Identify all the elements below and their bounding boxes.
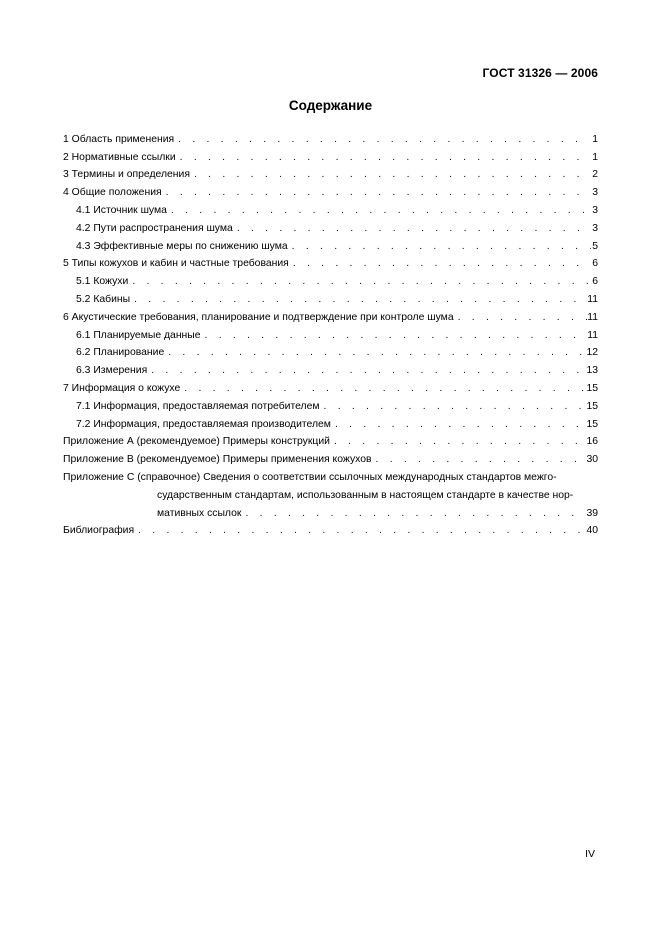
toc-entry-page: 15 [586, 382, 598, 394]
toc-title: Содержание [288, 98, 373, 113]
toc-entry-label: 4.3 Эффективные меры по снижению шума [76, 240, 292, 254]
toc-entry-label: 6.1 Планируемые данные [76, 329, 205, 343]
toc-entry-page: 3 [592, 204, 598, 216]
toc-entry-label: 4 Общие положения [63, 186, 166, 200]
toc-entry-label: 6.3 Измерения [76, 364, 151, 378]
leader-dots [292, 240, 591, 254]
leader-dots [237, 222, 590, 236]
toc-entry-label: 5.2 Кабины [76, 293, 134, 307]
toc-entry-label: 6.2 Планирование [76, 346, 168, 360]
toc-entry-page: 40 [586, 525, 598, 537]
toc-entry-label: Приложение С (справочное) Сведения о соответствии ссылочных международных стандартов межго- [63, 471, 557, 483]
toc-entry[interactable] [63, 432, 598, 450]
leader-dots [132, 275, 587, 289]
toc-entry[interactable] [63, 165, 598, 183]
toc-entry-label: 7 Информация о кожухе [63, 382, 184, 396]
leader-dots [138, 524, 586, 538]
toc-entry-label: 5 Типы кожухов и кабин и частные требования [63, 257, 293, 271]
leader-dots [458, 311, 588, 325]
toc-entry-page: 1 [592, 151, 598, 163]
toc-entry[interactable] [63, 200, 598, 218]
toc-entry[interactable] [63, 343, 598, 361]
toc-entry-label: 1 Область применения [63, 133, 178, 147]
toc-entry[interactable] [63, 129, 598, 147]
toc-entry-page: 11 [587, 311, 598, 323]
toc-entry[interactable] [63, 325, 598, 343]
toc-entry-page: 39 [586, 507, 598, 519]
leader-dots [166, 186, 589, 200]
toc-entry-page: 1 [592, 133, 598, 145]
toc-entry-label: Приложение А (рекомендуемое) Примеры конструкций [63, 435, 334, 449]
toc-entry-label: 2 Нормативные ссылки [63, 151, 180, 165]
toc-entry-page: 30 [586, 454, 598, 466]
toc-entry-page: 5 [592, 240, 598, 252]
toc-entry[interactable] [63, 396, 598, 414]
leader-dots [180, 151, 589, 165]
toc-entry-label: 5.1 Кожухи [76, 275, 132, 289]
leader-dots [134, 293, 587, 307]
toc-entry-label: 3 Термины и определения [63, 168, 194, 182]
leader-dots [151, 364, 586, 378]
toc-entry[interactable] [63, 271, 598, 289]
leader-dots [178, 133, 588, 147]
toc-entry-page: 16 [586, 436, 598, 448]
leader-dots [184, 382, 586, 396]
toc-entry-label: Библиография [63, 524, 138, 538]
leader-dots [324, 400, 587, 414]
toc-entry-page: 6 [592, 258, 598, 270]
toc-entry[interactable] [63, 254, 598, 272]
toc-entry-page: 3 [592, 187, 598, 199]
table-of-contents [63, 129, 598, 538]
toc-entries [63, 129, 598, 467]
leader-dots [334, 435, 586, 449]
toc-entry[interactable] [63, 218, 598, 236]
toc-entry-page: 12 [586, 347, 598, 359]
toc-entry[interactable] [63, 289, 598, 307]
leader-dots [205, 329, 588, 343]
toc-entry-label: 7.1 Информация, предоставляемая потребителем [76, 400, 324, 414]
toc-entry-page: 11 [587, 329, 598, 341]
leader-dots [245, 507, 586, 521]
toc-entry-label: 4.2 Пути распространения шума [76, 222, 237, 236]
toc-entry-annex-c[interactable] [63, 467, 598, 520]
toc-entry-page: 13 [586, 365, 598, 377]
toc-entry-label: сударственным стандартам, использованным в настоящем стандарте в качестве нор- [157, 489, 574, 501]
page-number: IV [585, 848, 595, 860]
toc-entry-label: 6 Акустические требования, планирование и подтверждение при контроле шума [63, 311, 458, 325]
toc-entry-page: 15 [586, 418, 598, 430]
toc-entry-label: Приложение В (рекомендуемое) Примеры применения кожухов [63, 453, 376, 467]
document-code: ГОСТ 31326 — 2006 [482, 66, 598, 80]
leader-dots [194, 168, 589, 182]
leader-dots [168, 346, 586, 360]
toc-entry[interactable] [63, 236, 598, 254]
leader-dots [335, 418, 586, 432]
toc-entry-page: 15 [586, 400, 598, 412]
toc-entry-label: 4.1 Источник шума [76, 204, 171, 218]
leader-dots [293, 257, 591, 271]
toc-entry-bibliography[interactable] [63, 521, 598, 539]
toc-entry-page: 2 [592, 169, 598, 181]
toc-entry[interactable] [63, 449, 598, 467]
toc-entry-page: 6 [592, 276, 598, 288]
leader-dots [376, 453, 587, 467]
toc-entry[interactable] [63, 360, 598, 378]
toc-entry[interactable] [63, 147, 598, 165]
toc-entry[interactable] [63, 414, 598, 432]
toc-entry[interactable] [63, 182, 598, 200]
toc-entry-label: мативных ссылок [157, 507, 245, 521]
toc-entry-page: 11 [587, 293, 598, 305]
leader-dots [171, 204, 588, 218]
toc-entry[interactable] [63, 378, 598, 396]
toc-entry-page: 3 [592, 222, 598, 234]
toc-entry[interactable] [63, 307, 598, 325]
toc-entry-label: 7.2 Информация, предоставляемая производителем [76, 418, 335, 432]
